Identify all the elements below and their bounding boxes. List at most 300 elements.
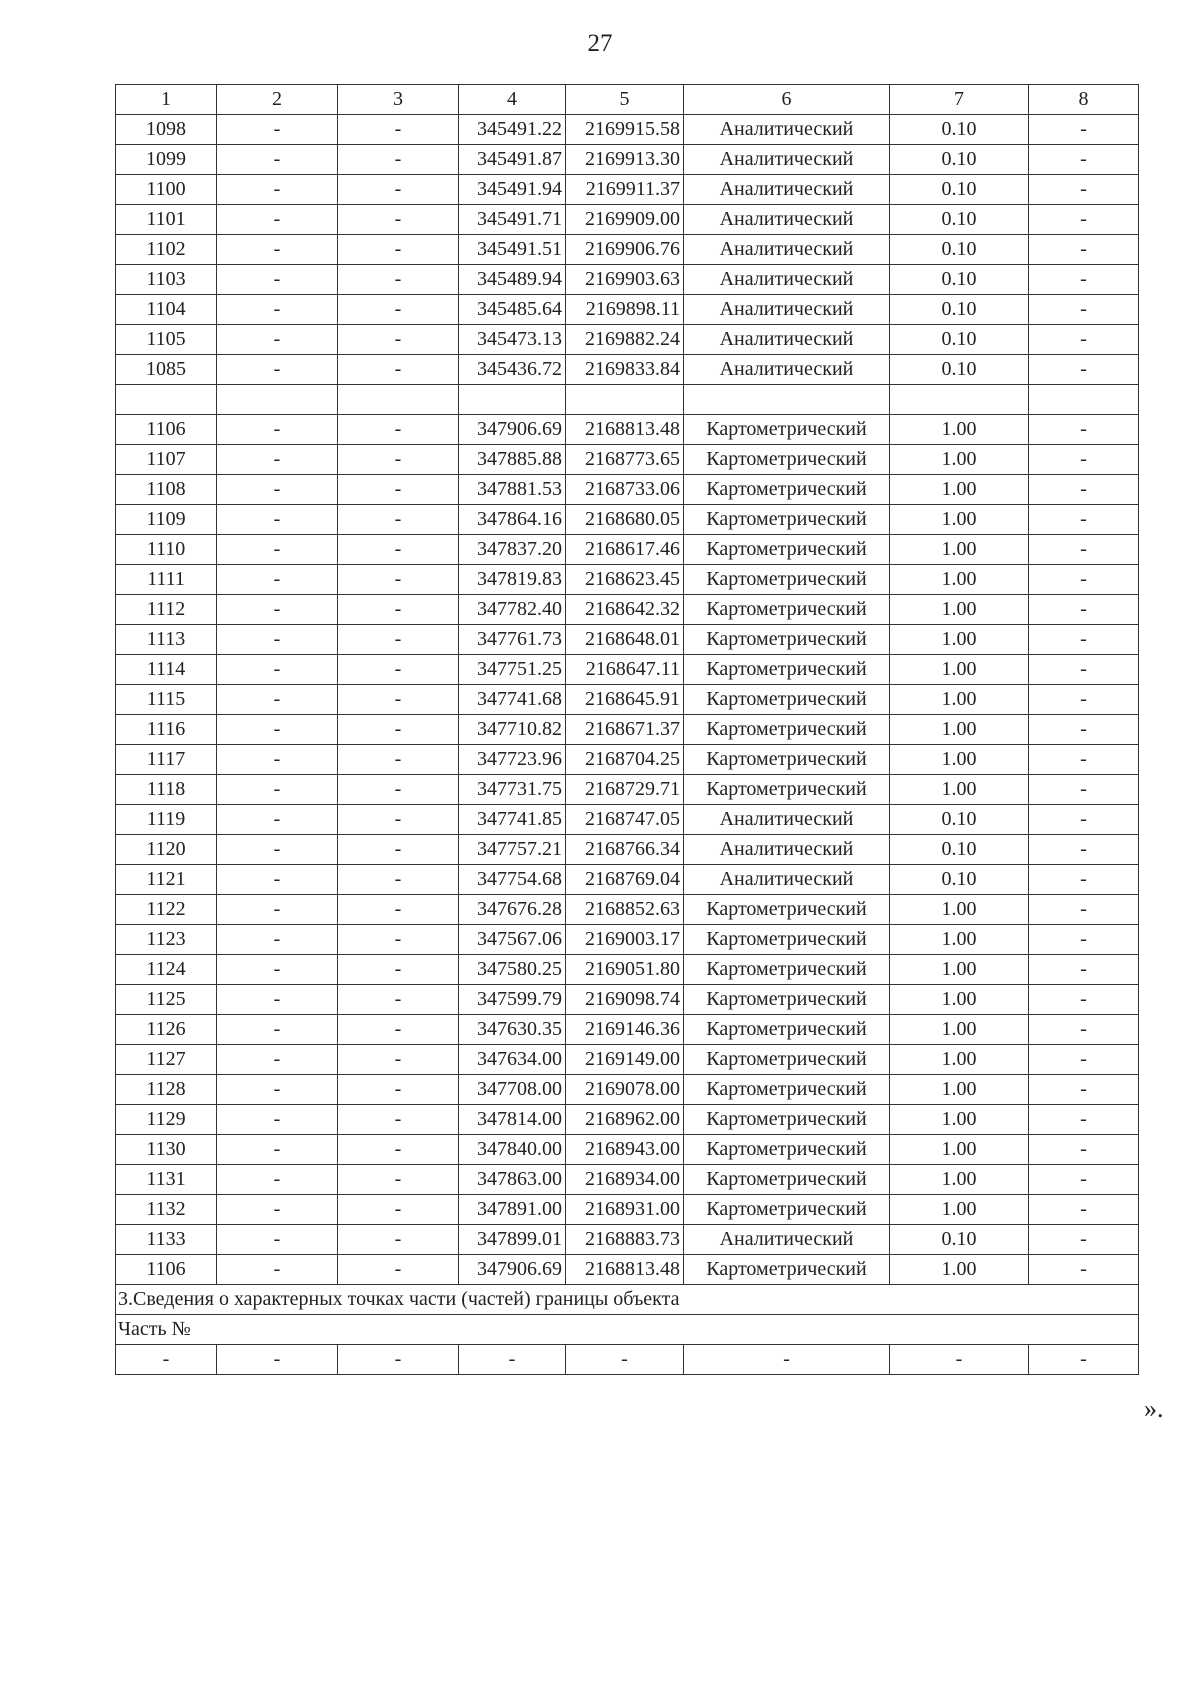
- table-cell-col-5: 2168943.00: [566, 1135, 684, 1165]
- table-cell-col-4: 347754.68: [459, 865, 566, 895]
- table-cell-col-6: Картометрический: [684, 565, 890, 595]
- table-cell-col-4: 347731.75: [459, 775, 566, 805]
- table-row: [116, 565, 1139, 595]
- table-row: [116, 835, 1139, 865]
- table-cell-col-8: -: [1029, 625, 1139, 655]
- table-cell-col-4: 345491.87: [459, 145, 566, 175]
- table-cell-col-1: 1120: [116, 835, 217, 865]
- table-cell-col-8: -: [1029, 475, 1139, 505]
- table-cell-col-5: 2169051.80: [566, 955, 684, 985]
- table-cell-col-1: 1126: [116, 1015, 217, 1045]
- table-cell-col-2: -: [217, 595, 338, 625]
- table-cell-col-3: -: [338, 415, 459, 445]
- table-row: [116, 925, 1139, 955]
- table-row: [116, 1225, 1139, 1255]
- part-label: Часть №: [116, 1315, 1139, 1345]
- table-cell-col-7: 1.00: [890, 745, 1029, 775]
- table-cell-col-3: -: [338, 1135, 459, 1165]
- table-cell-col-5: 2169882.24: [566, 325, 684, 355]
- table-cell-col-1: 1118: [116, 775, 217, 805]
- table-cell-col-3: -: [338, 595, 459, 625]
- table-cell-col-2: -: [217, 895, 338, 925]
- table-cell-col-2: -: [217, 835, 338, 865]
- table-cell-col-8: -: [1029, 805, 1139, 835]
- table-cell-col-7: 1.00: [890, 775, 1029, 805]
- table-cell-col-8: -: [1029, 565, 1139, 595]
- table-cell-col-1: 1: [116, 85, 217, 115]
- table-cell-col-3: -: [338, 835, 459, 865]
- table-cell-col-5: 2169078.00: [566, 1075, 684, 1105]
- table-cell-col-2: -: [217, 1105, 338, 1135]
- table-cell-col-8: -: [1029, 145, 1139, 175]
- table-cell-col-8: -: [1029, 835, 1139, 865]
- table-cell-col-5: 2168648.01: [566, 625, 684, 655]
- table-cell-col-5: 2168769.04: [566, 865, 684, 895]
- table-cell-col-4: 347891.00: [459, 1195, 566, 1225]
- table-cell-col-6: Аналитический: [684, 145, 890, 175]
- table-cell-col-7: 0.10: [890, 175, 1029, 205]
- table-cell-col-3: 3: [338, 85, 459, 115]
- table-cell-col-6: Картометрический: [684, 1015, 890, 1045]
- table-cell-col-5: 2168813.48: [566, 415, 684, 445]
- table-cell-col-4: -: [459, 1345, 566, 1375]
- table-row: [116, 475, 1139, 505]
- table-cell-col-6: Аналитический: [684, 295, 890, 325]
- table-cell-col-1: 1108: [116, 475, 217, 505]
- table-cell-col-7: 0.10: [890, 265, 1029, 295]
- table-cell-col-4: 347710.82: [459, 715, 566, 745]
- table-row: [116, 325, 1139, 355]
- table-cell-col-3: -: [338, 565, 459, 595]
- table-cell-col-8: -: [1029, 415, 1139, 445]
- table-cell-col-3: -: [338, 625, 459, 655]
- table-cell-col-7: 1.00: [890, 1165, 1029, 1195]
- table-cell-col-1: 1127: [116, 1045, 217, 1075]
- table-cell-col-2: -: [217, 805, 338, 835]
- table-cell-col-8: -: [1029, 895, 1139, 925]
- table-cell-col-7: 1.00: [890, 1135, 1029, 1165]
- part-label-row: [116, 1315, 1139, 1345]
- table-cell-col-1: 1098: [116, 115, 217, 145]
- table-cell-col-5: 2169909.00: [566, 205, 684, 235]
- table-cell-col-2: -: [217, 1225, 338, 1255]
- table-cell-col-2: -: [217, 775, 338, 805]
- table-cell-col-7: 0.10: [890, 325, 1029, 355]
- table-cell-col-4: 345491.94: [459, 175, 566, 205]
- table-cell-col-8: -: [1029, 535, 1139, 565]
- table-cell-col-1: 1133: [116, 1225, 217, 1255]
- table-cell-col-5: 2168962.00: [566, 1105, 684, 1135]
- table-cell-col-7: 0.10: [890, 355, 1029, 385]
- table-cell-col-2: -: [217, 265, 338, 295]
- closing-quote-mark: ».: [1144, 1394, 1164, 1423]
- table-cell-col-3: -: [338, 655, 459, 685]
- table-cell-col-7: 1.00: [890, 1195, 1029, 1225]
- section-title: 3.Сведения о характерных точках части (частей) границы объекта: [116, 1285, 1139, 1315]
- table-cell-col-4: 345473.13: [459, 325, 566, 355]
- table-cell-col-1: 1085: [116, 355, 217, 385]
- table-cell-col-4: 4: [459, 85, 566, 115]
- table-cell-col-5: 2168645.91: [566, 685, 684, 715]
- table-cell-col-5: 2168623.45: [566, 565, 684, 595]
- table-cell-col-7: 1.00: [890, 925, 1029, 955]
- table-cell-col-4: 347863.00: [459, 1165, 566, 1195]
- table-cell-col-5: 2169098.74: [566, 985, 684, 1015]
- table-cell-col-2: -: [217, 115, 338, 145]
- table-cell-col-2: -: [217, 475, 338, 505]
- table-cell-col-5: 2168766.34: [566, 835, 684, 865]
- table-row: [116, 595, 1139, 625]
- table-cell-col-4: 347761.73: [459, 625, 566, 655]
- table-cell-col-2: -: [217, 535, 338, 565]
- table-cell-col-7: -: [890, 1345, 1029, 1375]
- table-row: [116, 415, 1139, 445]
- table-cell-col-4: 347741.68: [459, 685, 566, 715]
- table-cell-col-1: [116, 385, 217, 415]
- table-cell-col-7: 0.10: [890, 1225, 1029, 1255]
- table-cell-col-6: Аналитический: [684, 805, 890, 835]
- table-cell-col-2: -: [217, 325, 338, 355]
- table-cell-col-8: -: [1029, 745, 1139, 775]
- table-cell-col-3: -: [338, 295, 459, 325]
- table-cell-col-1: 1125: [116, 985, 217, 1015]
- table-row: [116, 715, 1139, 745]
- table-cell-col-6: Картометрический: [684, 415, 890, 445]
- table-row: [116, 955, 1139, 985]
- table-cell-col-6: Аналитический: [684, 865, 890, 895]
- table-row: [116, 805, 1139, 835]
- table-cell-col-8: -: [1029, 235, 1139, 265]
- table-row: [116, 445, 1139, 475]
- table-cell-col-3: -: [338, 955, 459, 985]
- table-cell-col-2: -: [217, 715, 338, 745]
- page-number: 27: [587, 30, 613, 57]
- table-cell-col-4: 345436.72: [459, 355, 566, 385]
- table-cell-col-2: -: [217, 625, 338, 655]
- table-cell-col-1: 1102: [116, 235, 217, 265]
- table-cell-col-6: Аналитический: [684, 355, 890, 385]
- table-cell-col-1: 1128: [116, 1075, 217, 1105]
- table-cell-col-1: 1104: [116, 295, 217, 325]
- table-cell-col-5: 2169898.11: [566, 295, 684, 325]
- table-cell-col-2: 2: [217, 85, 338, 115]
- table-cell-col-6: Картометрический: [684, 985, 890, 1015]
- table-cell-col-3: -: [338, 205, 459, 235]
- table-cell-col-5: 2168733.06: [566, 475, 684, 505]
- table-cell-col-4: 347881.53: [459, 475, 566, 505]
- table-cell-col-8: 8: [1029, 85, 1139, 115]
- table-cell-col-8: -: [1029, 775, 1139, 805]
- table-row: [116, 505, 1139, 535]
- table-row: [116, 385, 1139, 415]
- table-cell-col-7: [890, 385, 1029, 415]
- table-cell-col-3: -: [338, 1345, 459, 1375]
- table-cell-col-8: -: [1029, 955, 1139, 985]
- table-cell-col-6: -: [684, 1345, 890, 1375]
- table-cell-col-5: 2168671.37: [566, 715, 684, 745]
- table-cell-col-1: 1129: [116, 1105, 217, 1135]
- table-cell-col-1: 1115: [116, 685, 217, 715]
- table-row: [116, 175, 1139, 205]
- table-cell-col-2: -: [217, 445, 338, 475]
- table-cell-col-6: Картометрический: [684, 1105, 890, 1135]
- table-cell-col-8: -: [1029, 1345, 1139, 1375]
- table-row: [116, 985, 1139, 1015]
- table-cell-col-7: 1.00: [890, 625, 1029, 655]
- table-cell-col-3: -: [338, 1105, 459, 1135]
- table-cell-col-3: -: [338, 115, 459, 145]
- table-cell-col-1: 1112: [116, 595, 217, 625]
- table-cell-col-7: 1.00: [890, 715, 1029, 745]
- table-cell-col-3: -: [338, 775, 459, 805]
- table-cell-col-3: -: [338, 325, 459, 355]
- table-cell-col-5: 2168617.46: [566, 535, 684, 565]
- table-cell-col-6: Картометрический: [684, 1255, 890, 1285]
- table-cell-col-6: 6: [684, 85, 890, 115]
- table-cell-col-4: 347906.69: [459, 415, 566, 445]
- table-cell-col-8: -: [1029, 265, 1139, 295]
- table-cell-col-2: -: [217, 1015, 338, 1045]
- table-cell-col-8: [1029, 385, 1139, 415]
- table-cell-col-3: -: [338, 895, 459, 925]
- header-row: [116, 85, 1139, 115]
- table-cell-col-2: -: [217, 1075, 338, 1105]
- table-cell-col-2: -: [217, 295, 338, 325]
- table-cell-col-5: 2168883.73: [566, 1225, 684, 1255]
- table-cell-col-8: -: [1029, 1075, 1139, 1105]
- table-cell-col-4: 347840.00: [459, 1135, 566, 1165]
- table-cell-col-4: 347634.00: [459, 1045, 566, 1075]
- table-cell-col-8: -: [1029, 325, 1139, 355]
- table-cell-col-3: [338, 385, 459, 415]
- table-cell-col-3: -: [338, 925, 459, 955]
- table-cell-col-6: Картометрический: [684, 1135, 890, 1165]
- table-cell-col-5: 5: [566, 85, 684, 115]
- table-cell-col-3: -: [338, 505, 459, 535]
- table-cell-col-2: -: [217, 1045, 338, 1075]
- table-cell-col-7: 1.00: [890, 445, 1029, 475]
- table-cell-col-5: 2169915.58: [566, 115, 684, 145]
- table-cell-col-5: 2168680.05: [566, 505, 684, 535]
- table-cell-col-3: -: [338, 685, 459, 715]
- section-title-row: [116, 1285, 1139, 1315]
- table-cell-col-2: -: [217, 1135, 338, 1165]
- table-cell-col-7: 1.00: [890, 1075, 1029, 1105]
- empty-part-row: [116, 1345, 1139, 1375]
- table-cell-col-6: Картометрический: [684, 715, 890, 745]
- table-cell-col-5: 2168813.48: [566, 1255, 684, 1285]
- table-row: [116, 775, 1139, 805]
- table-cell-col-6: Аналитический: [684, 1225, 890, 1255]
- table-cell-col-6: Аналитический: [684, 235, 890, 265]
- table-row: [116, 655, 1139, 685]
- table-cell-col-2: -: [217, 1165, 338, 1195]
- table-cell-col-4: 347741.85: [459, 805, 566, 835]
- table-cell-col-1: 1100: [116, 175, 217, 205]
- table-cell-col-1: 1110: [116, 535, 217, 565]
- table-cell-col-6: Картометрический: [684, 445, 890, 475]
- table-cell-col-8: -: [1029, 355, 1139, 385]
- table-cell-col-4: [459, 385, 566, 415]
- table-cell-col-8: -: [1029, 1195, 1139, 1225]
- table-cell-col-5: 2168747.05: [566, 805, 684, 835]
- table-cell-col-6: Картометрический: [684, 685, 890, 715]
- table-cell-col-4: 347782.40: [459, 595, 566, 625]
- table-cell-col-3: -: [338, 745, 459, 775]
- table-cell-col-4: 345491.71: [459, 205, 566, 235]
- table-cell-col-1: 1111: [116, 565, 217, 595]
- table-cell-col-7: 1.00: [890, 1015, 1029, 1045]
- table-cell-col-8: -: [1029, 1255, 1139, 1285]
- table-cell-col-3: -: [338, 865, 459, 895]
- table-row: [116, 115, 1139, 145]
- table-cell-col-2: -: [217, 355, 338, 385]
- table-cell-col-4: 347599.79: [459, 985, 566, 1015]
- table-row: [116, 205, 1139, 235]
- table-cell-col-4: 347676.28: [459, 895, 566, 925]
- table-cell-col-6: Картометрический: [684, 1165, 890, 1195]
- table-cell-col-4: 347751.25: [459, 655, 566, 685]
- table-cell-col-5: 2168647.11: [566, 655, 684, 685]
- table-cell-col-7: 0.10: [890, 115, 1029, 145]
- table-cell-col-2: [217, 385, 338, 415]
- table-row: [116, 145, 1139, 175]
- table-cell-col-8: -: [1029, 445, 1139, 475]
- table-cell-col-4: 347757.21: [459, 835, 566, 865]
- table-row: [116, 1015, 1139, 1045]
- table-cell-col-2: -: [217, 925, 338, 955]
- table-cell-col-8: -: [1029, 1105, 1139, 1135]
- table-row: [116, 295, 1139, 325]
- table-row: [116, 895, 1139, 925]
- table-cell-col-4: 347885.88: [459, 445, 566, 475]
- table-cell-col-6: Картометрический: [684, 505, 890, 535]
- table-cell-col-1: 1113: [116, 625, 217, 655]
- table-cell-col-8: -: [1029, 595, 1139, 625]
- table-cell-col-2: -: [217, 235, 338, 265]
- table-cell-col-6: Аналитический: [684, 325, 890, 355]
- table-row: [116, 1255, 1139, 1285]
- table-cell-col-1: 1131: [116, 1165, 217, 1195]
- table-cell-col-2: -: [217, 415, 338, 445]
- table-cell-col-1: 1109: [116, 505, 217, 535]
- table-cell-col-7: 1.00: [890, 1255, 1029, 1285]
- table-cell-col-8: -: [1029, 295, 1139, 325]
- table-cell-col-4: 345485.64: [459, 295, 566, 325]
- table-cell-col-4: 347708.00: [459, 1075, 566, 1105]
- table-cell-col-2: -: [217, 205, 338, 235]
- table-cell-col-1: 1114: [116, 655, 217, 685]
- table-cell-col-7: 0.10: [890, 235, 1029, 265]
- table-cell-col-1: 1106: [116, 415, 217, 445]
- table-cell-col-3: -: [338, 145, 459, 175]
- table-cell-col-5: 2168704.25: [566, 745, 684, 775]
- table-cell-col-3: -: [338, 475, 459, 505]
- table-cell-col-6: Картометрический: [684, 1045, 890, 1075]
- table-cell-col-3: -: [338, 265, 459, 295]
- table-cell-col-8: -: [1029, 1045, 1139, 1075]
- table-cell-col-1: 1123: [116, 925, 217, 955]
- table-cell-col-6: Картометрический: [684, 595, 890, 625]
- table-cell-col-6: Картометрический: [684, 475, 890, 505]
- table-cell-col-7: 0.10: [890, 295, 1029, 325]
- table-cell-col-8: -: [1029, 115, 1139, 145]
- table-cell-col-7: 1.00: [890, 475, 1029, 505]
- table-cell-col-4: 347723.96: [459, 745, 566, 775]
- table-cell-col-6: Картометрический: [684, 1195, 890, 1225]
- table-cell-col-1: 1122: [116, 895, 217, 925]
- table-cell-col-4: 345491.22: [459, 115, 566, 145]
- table-cell-col-8: -: [1029, 1225, 1139, 1255]
- table-cell-col-7: 1.00: [890, 895, 1029, 925]
- table-cell-col-5: -: [566, 1345, 684, 1375]
- table-cell-col-3: -: [338, 355, 459, 385]
- table-cell-col-2: -: [217, 175, 338, 205]
- table-cell-col-8: -: [1029, 1135, 1139, 1165]
- table-cell-col-6: Картометрический: [684, 1075, 890, 1105]
- table-cell-col-1: -: [116, 1345, 217, 1375]
- table-cell-col-3: -: [338, 535, 459, 565]
- table-cell-col-1: 1099: [116, 145, 217, 175]
- table-cell-col-5: 2169903.63: [566, 265, 684, 295]
- table-cell-col-7: 0.10: [890, 865, 1029, 895]
- table-cell-col-6: Аналитический: [684, 115, 890, 145]
- table-cell-col-3: -: [338, 1015, 459, 1045]
- table-row: [116, 1195, 1139, 1225]
- table-cell-col-6: Картометрический: [684, 775, 890, 805]
- table-cell-col-2: -: [217, 1345, 338, 1375]
- table-cell-col-8: -: [1029, 985, 1139, 1015]
- table-cell-col-8: -: [1029, 715, 1139, 745]
- table-cell-col-7: 0.10: [890, 145, 1029, 175]
- table-cell-col-1: 1107: [116, 445, 217, 475]
- table-row: [116, 535, 1139, 565]
- table-cell-col-2: -: [217, 1195, 338, 1225]
- table-cell-col-7: 1.00: [890, 415, 1029, 445]
- table-cell-col-3: -: [338, 175, 459, 205]
- table-row: [116, 355, 1139, 385]
- table-row: [116, 1075, 1139, 1105]
- table-cell-col-1: 1132: [116, 1195, 217, 1225]
- table-cell-col-5: 2168934.00: [566, 1165, 684, 1195]
- table-cell-col-5: 2169911.37: [566, 175, 684, 205]
- table-cell-col-5: 2168642.32: [566, 595, 684, 625]
- table-cell-col-4: 345491.51: [459, 235, 566, 265]
- table-cell-col-4: 347819.83: [459, 565, 566, 595]
- table-cell-col-6: Картометрический: [684, 925, 890, 955]
- table-cell-col-4: 347630.35: [459, 1015, 566, 1045]
- table-cell-col-2: -: [217, 145, 338, 175]
- table-row: [116, 1165, 1139, 1195]
- table-row: [116, 865, 1139, 895]
- table-cell-col-1: 1121: [116, 865, 217, 895]
- table-cell-col-4: 347814.00: [459, 1105, 566, 1135]
- table-cell-col-4: 347567.06: [459, 925, 566, 955]
- table-cell-col-4: 347580.25: [459, 955, 566, 985]
- table-cell-col-1: 1117: [116, 745, 217, 775]
- table-cell-col-7: 1.00: [890, 505, 1029, 535]
- table-cell-col-7: 1.00: [890, 655, 1029, 685]
- table-cell-col-7: 1.00: [890, 1105, 1029, 1135]
- table-cell-col-2: -: [217, 865, 338, 895]
- table-cell-col-1: 1124: [116, 955, 217, 985]
- table-cell-col-5: 2169149.00: [566, 1045, 684, 1075]
- table-cell-col-4: 347864.16: [459, 505, 566, 535]
- table-cell-col-7: 1.00: [890, 955, 1029, 985]
- table-cell-col-7: 1.00: [890, 985, 1029, 1015]
- table-cell-col-7: 1.00: [890, 595, 1029, 625]
- table-cell-col-1: 1130: [116, 1135, 217, 1165]
